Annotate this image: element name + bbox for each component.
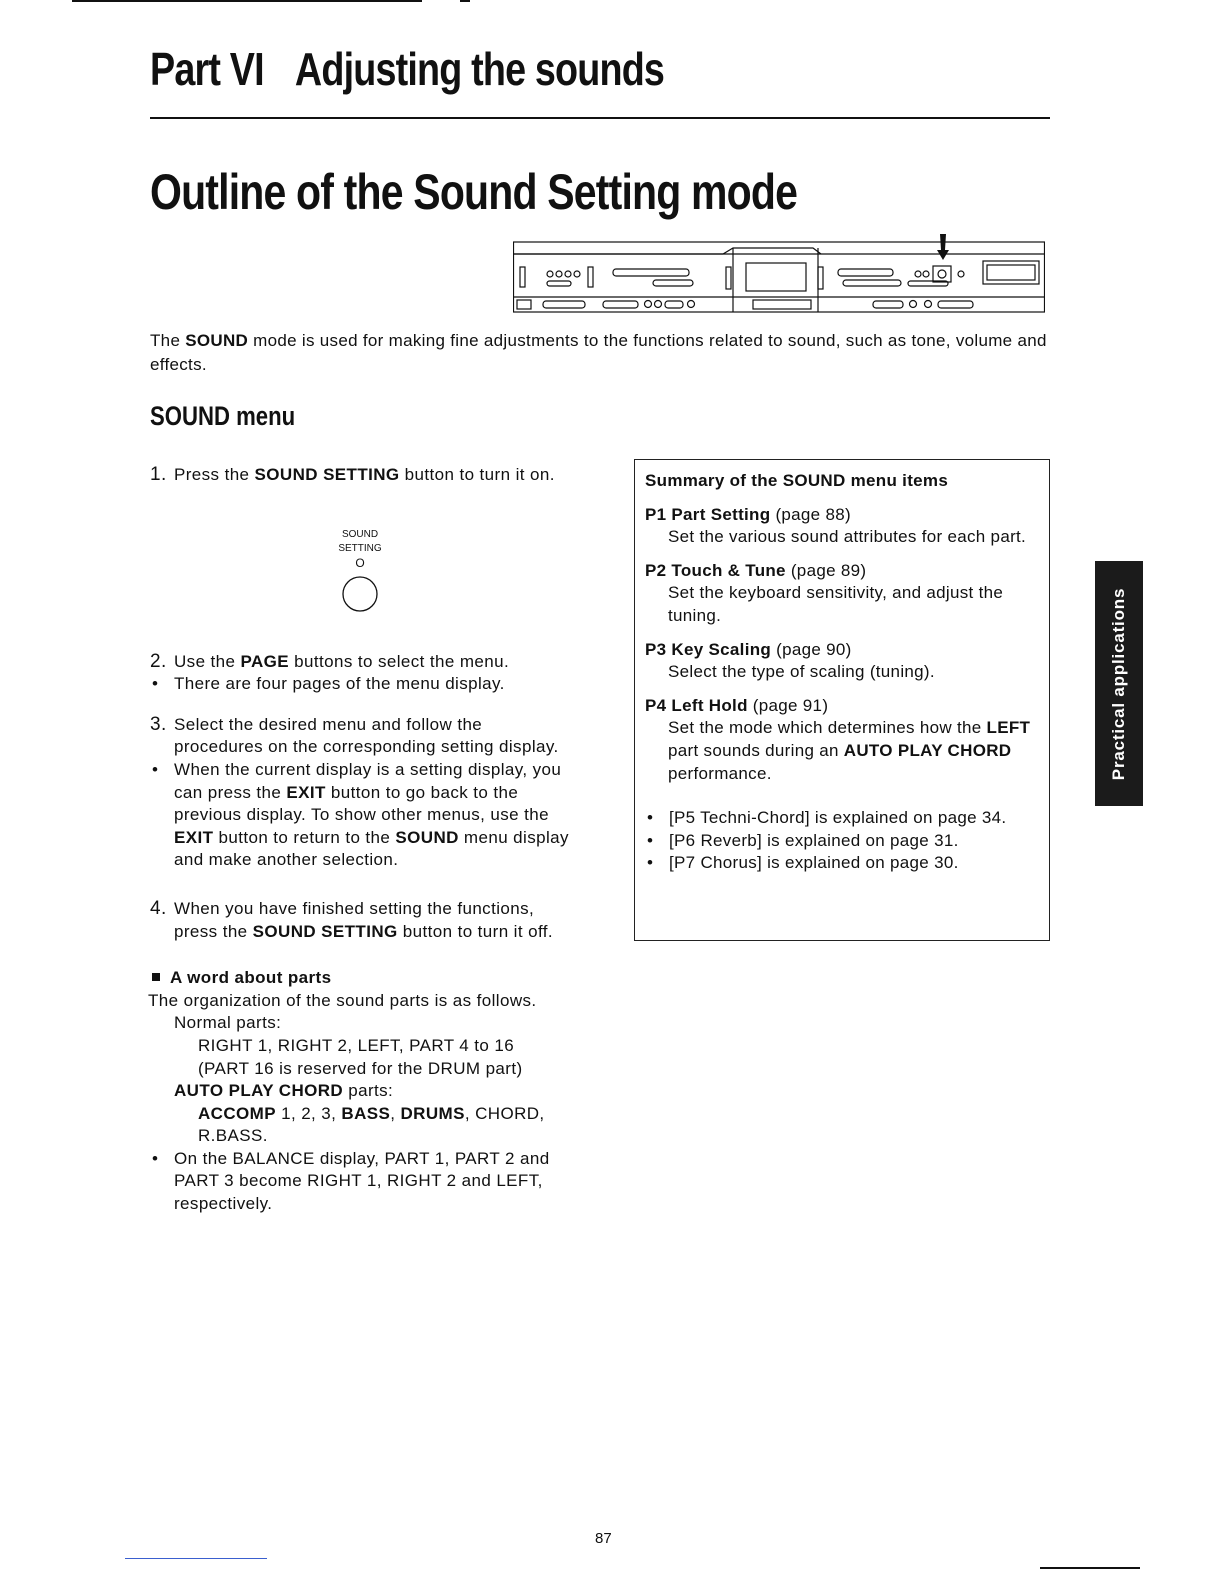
apc-parts-label: AUTO PLAY CHORD parts:	[174, 1081, 394, 1101]
balance-note: • On the BALANCE display, PART 1, PART 2 and PART 3 become RIGHT 1, RIGHT 2 and LEFT, respectively.	[150, 1148, 570, 1216]
control-panel-illustration	[513, 234, 1045, 314]
summary-note-p5: • [P5 Techni-Chord] is explained on page 34.	[645, 807, 1039, 830]
section-thumb-tab: Practical applications	[1095, 561, 1143, 806]
square-bullet-icon	[152, 973, 160, 981]
summary-item-p4: P4 Left Hold (page 91) Set the mode which determines how the LEFT part sounds during an AUTO PLAY CHORD performance.	[645, 695, 1031, 783]
summary-box	[634, 459, 1050, 941]
part-title	[150, 42, 664, 96]
summary-note-p7: • [P7 Chorus] is explained on page 30.	[645, 852, 1039, 875]
normal-parts-label: Normal parts:	[174, 1013, 282, 1033]
step-2: 2. Use the PAGE buttons to select the menu.	[150, 650, 510, 672]
part-rule	[150, 117, 1050, 119]
normal-parts-line-2: (PART 16 is reserved for the DRUM part)	[198, 1058, 523, 1078]
summary-note-p6: • [P6 Reverb] is explained on page 31.	[645, 830, 1039, 853]
page-number: 87	[595, 1530, 612, 1547]
parts-heading: A word about parts	[150, 967, 570, 990]
summary-item-p1: P1 Part Setting (page 88) Set the various sound attributes for each part.	[645, 504, 1027, 547]
step-2-note: • There are four pages of the menu display.	[150, 673, 570, 696]
part-number: Part VI	[150, 43, 264, 95]
top-rule	[72, 0, 422, 2]
section-title: Outline of the Sound Setting mode	[150, 164, 798, 220]
sound-setting-button-illustration: SOUND SETTING O	[325, 528, 395, 614]
step-4: 4. When you have finished setting the functions, press the SOUND SETTING button to turn it off.	[150, 897, 554, 941]
intro-paragraph: The SOUND mode is used for making fine adjustments to the functions related to sound, such as tone, volume and effects.	[150, 331, 1047, 374]
led-indicator: O	[355, 556, 365, 570]
step-3: 3. Select the desired menu and follow the procedures on the corresponding setting display.	[150, 713, 559, 757]
summary-item-p2: P2 Touch & Tune (page 89) Set the keyboard sensitivity, and adjust the tuning.	[645, 560, 1004, 625]
summary-title: Summary of the SOUND menu items	[645, 471, 949, 490]
parts-intro: The organization of the sound parts is as follows.	[148, 990, 537, 1010]
round-button-icon	[340, 574, 380, 614]
step-1: 1. Press the SOUND SETTING button to turn it on.	[150, 464, 555, 485]
sound-menu-heading: SOUND menu	[150, 401, 296, 431]
summary-item-p3: P3 Key Scaling (page 90) Select the type of scaling (tuning).	[645, 639, 935, 682]
part-name: Adjusting the sounds	[294, 43, 665, 95]
footer-rule-right	[1040, 1567, 1140, 1569]
step-3-note: • When the current display is a setting display, you can press the EXIT button to go back to the previous display. To show other menus, use the EXIT button to return to the SOUND menu display and make another selection.	[150, 759, 570, 872]
normal-parts-line-1: RIGHT 1, RIGHT 2, LEFT, PART 4 to 16	[198, 1035, 515, 1055]
top-rule-mark	[460, 0, 470, 2]
apc-parts-list: ACCOMP 1, 2, 3, BASS, DRUMS, CHORD, R.BASS.	[198, 1103, 545, 1146]
footer-rule	[125, 1558, 267, 1559]
